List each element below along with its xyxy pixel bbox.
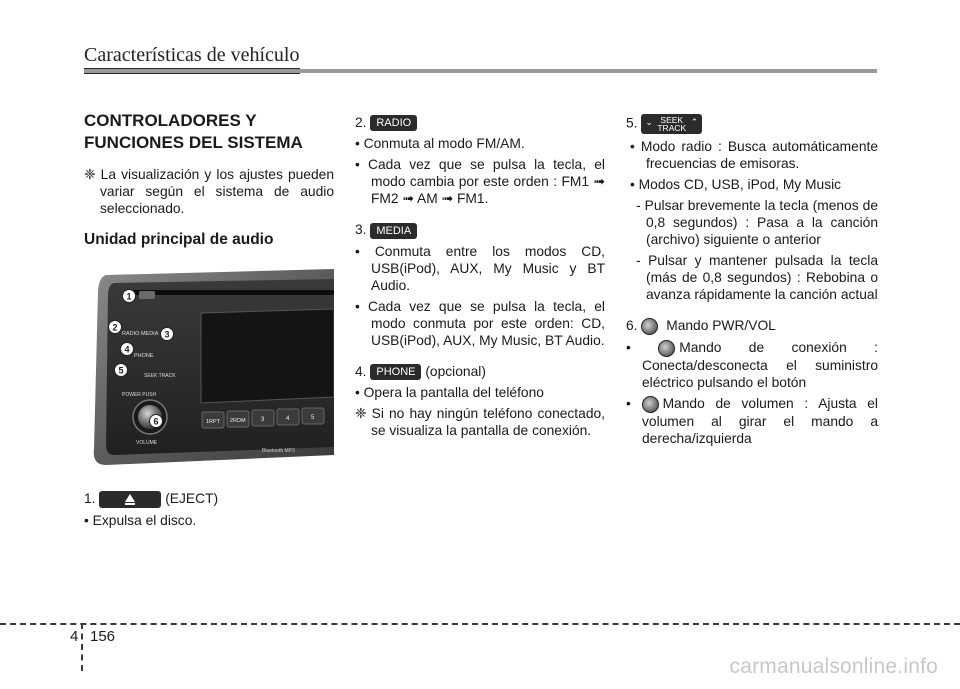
item-4-note: ❈ Si no hay ningún teléfono conectado, se visualiza la pantalla de conexión.: [355, 406, 605, 439]
radio-media-key-label: RADIO MEDIA: [122, 331, 159, 337]
audio-unit-illustration: [84, 269, 334, 476]
note-display: ❈ La visualización y los ajustes pueden variar según el sistema de audio seleccionado.: [84, 167, 334, 216]
cd-slot: [128, 290, 334, 295]
svg-text:3: 3: [261, 417, 265, 423]
seek-track-key-label: SEEK TRACK: [144, 373, 176, 379]
subsection-title: Unidad principal de audio: [84, 231, 274, 248]
footer-rule: [0, 623, 960, 625]
display-screen: [201, 309, 334, 403]
svg-text:4: 4: [286, 416, 290, 422]
footer-vertical-rule: [81, 623, 83, 671]
volume-label: VOLUME: [136, 440, 158, 446]
svg-text:4: 4: [124, 344, 130, 355]
svg-text:6: 6: [153, 416, 159, 427]
svg-text:1RPT: 1RPT: [206, 419, 221, 425]
column-2: [355, 114, 605, 443]
item-5-detail-2: - Pulsar y mantener pulsada la tecla (más de 0,8 segundos) : Rebobina o avanza rápidamente la canción actual: [636, 253, 878, 302]
pwr-vol-knob-icon: [641, 318, 658, 335]
svg-text:2: 2: [112, 322, 118, 333]
column-3: [626, 114, 878, 451]
callout-5: [115, 364, 128, 377]
pwr-knob-icon: [658, 340, 675, 357]
chapter-number: 4: [70, 628, 79, 645]
column-1: [84, 110, 334, 259]
callout-1: [123, 290, 136, 303]
radio-key-badge: RADIO: [370, 115, 417, 131]
vol-knob-icon: [642, 396, 659, 413]
svg-text:1: 1: [126, 291, 132, 302]
page-header-title: Características de vehículo: [84, 44, 300, 66]
callout-6: [150, 415, 163, 428]
phone-key-badge: PHONE: [370, 364, 421, 380]
eject-button-icon: [99, 491, 161, 508]
page-number: 156: [90, 628, 116, 645]
eject-key: [139, 291, 155, 299]
power-push-label: POWER PUSH: [122, 392, 157, 398]
section-title: CONTROLADORES Y FUNCIONES DEL SISTEMA: [84, 111, 303, 152]
svg-text:5: 5: [311, 415, 315, 421]
callout-4: [121, 343, 134, 356]
item-3-bullet-1: • Conmuta entre los modos CD, USB(iPod), AUX, My Music y BT Audio.: [355, 243, 605, 293]
header-rule: [84, 69, 877, 73]
bluetooth-mp3-logo: Bluetooth MP3: [262, 448, 295, 454]
item-1-bullet: • Expulsa el disco.: [84, 512, 197, 528]
item-5-detail-1: - Pulsar brevemente la tecla (menos de 0,8 segundos) : Pasa a la canción (archivo) siguiente o anterior: [636, 198, 878, 247]
item-1-heading: 1. (EJECT): [84, 491, 219, 506]
svg-text:2RDM: 2RDM: [230, 418, 246, 424]
chevron-down-icon: ⌄: [645, 117, 653, 127]
chevron-up-icon: ⌃: [690, 117, 699, 127]
item-1-block: [84, 490, 334, 533]
item-6-heading: 6. Mando PWR/VOL: [626, 318, 776, 333]
item-2-heading: 2. RADIO: [355, 114, 605, 131]
seek-track-key-badge: ⌄ SEEK TRACK ⌃: [641, 114, 702, 134]
item-4-bullet-1: • Opera la pantalla del teléfono: [355, 385, 544, 401]
svg-text:3: 3: [164, 329, 170, 340]
phone-key-label: PHONE: [134, 353, 154, 359]
callout-3: [161, 328, 174, 341]
item-5-heading: 5. ⌄ SEEK TRACK ⌃: [626, 114, 878, 134]
item-5-bullet-2: • Modos CD, USB, iPod, My Music: [630, 177, 842, 192]
item-2-bullet-2: • Cada vez que se pulsa la tecla, el modo cambia por este orden : FM1 ➟ FM2 ➟ AM ➟ FM1.: [355, 157, 605, 207]
watermark: carmanualsonline.info: [729, 655, 938, 678]
audio-unit-photo: [84, 269, 334, 476]
item-2-bullet-1: • Conmuta al modo FM/AM.: [355, 136, 525, 152]
item-3-heading: 3. MEDIA: [355, 221, 605, 238]
callout-2: [109, 321, 122, 334]
item-3-bullet-2: • Cada vez que se pulsa la tecla, el modo conmuta por este orden: CD, USB(iPod), AUX, My Music, BT Audio.: [355, 298, 605, 348]
item-4-heading: 4. PHONE (opcional): [355, 363, 486, 379]
item-6-bullet-2: • Mando de volumen : Ajusta el volumen al girar el mando a derecha/izquierda: [626, 395, 878, 446]
media-key-badge: MEDIA: [370, 223, 417, 239]
svg-text:5: 5: [118, 365, 124, 376]
item-5-bullet-1: • Modo radio : Busca automáticamente frecuencias de emisoras.: [630, 139, 878, 171]
item-6-bullet-1: • Mando de conexión : Conecta/desconecta el suministro eléctrico pulsando el botón: [626, 339, 879, 390]
